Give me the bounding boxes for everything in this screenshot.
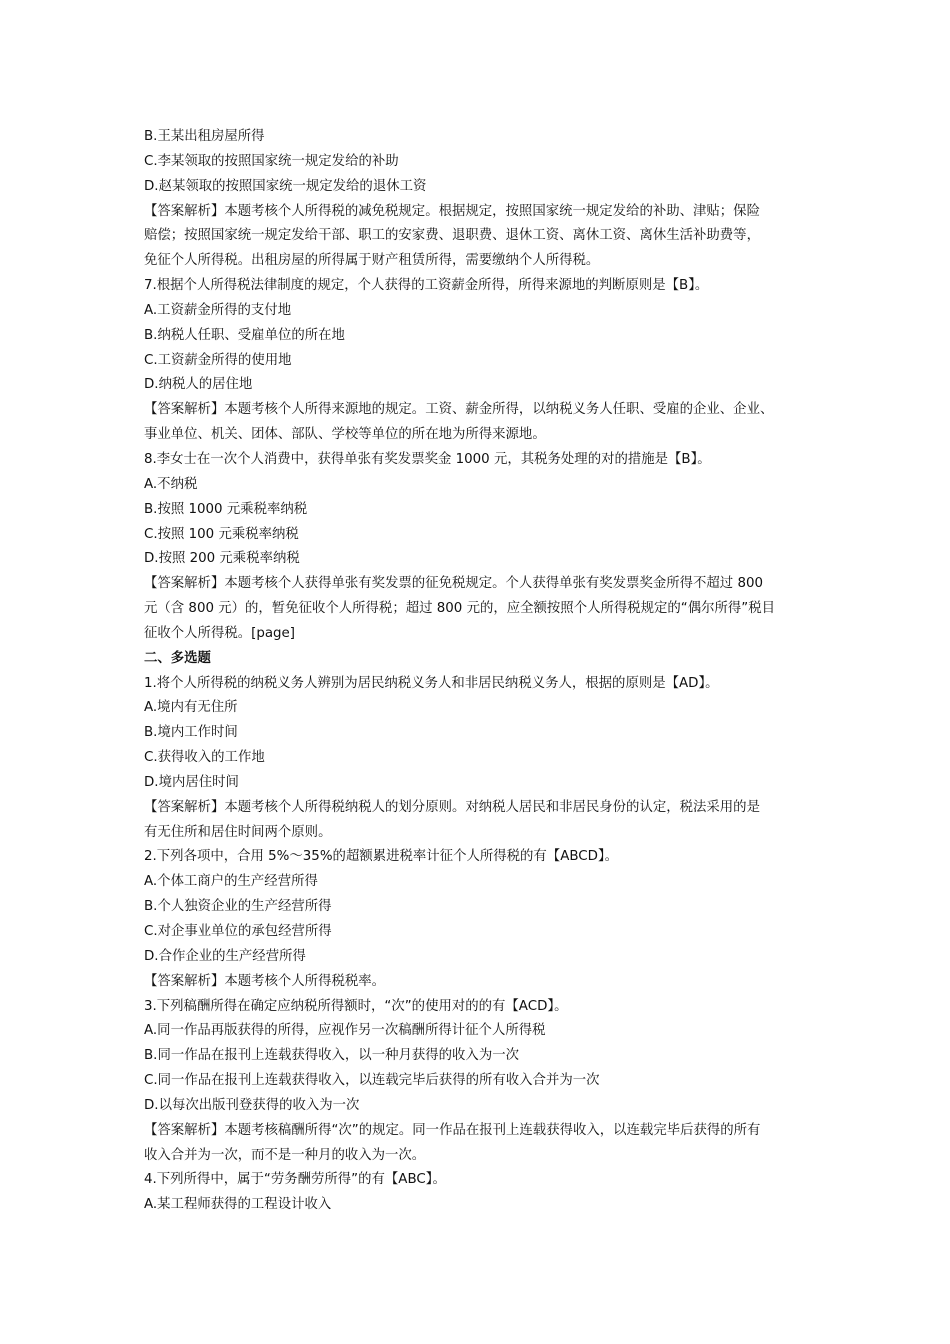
- answer-analysis-line: 收入合并为一次，而不是一种月的收入为一次。: [144, 1147, 426, 1163]
- option-line: D.纳税人的居住地: [144, 377, 253, 393]
- answer-analysis-line: 赔偿；按照国家统一规定发给干部、职工的安家费、退职费、退休工资、离休工资、离休生活补助费等，: [144, 228, 760, 244]
- option-line: B.同一作品在报刊上连载获得收入，以一种月获得的收入为一次: [144, 1048, 519, 1064]
- option-line: B.纳税人任职、受雇单位的所在地: [144, 327, 345, 343]
- option-line: C.按照 100 元乘税率纳税: [144, 526, 299, 542]
- question-line: 4.下列所得中，属于“劳务酬劳所得”的有【ABC】。: [144, 1172, 446, 1188]
- option-line: A.不纳税: [144, 476, 198, 492]
- question-line: 1.将个人所得税的纳税义务人辨别为居民纳税义务人和非居民纳税义务人，根据的原则是【AD】。: [144, 675, 719, 691]
- option-line: A.工资薪金所得的支付地: [144, 302, 292, 318]
- answer-analysis-line: 【答案解析】本题考核个人所得税的减免税规定。根据规定，按照国家统一规定发给的补助、津贴；保险: [144, 203, 760, 219]
- answer-analysis-line: 【答案解析】本题考核个人所得来源地的规定。工资、薪金所得，以纳税义务人任职、受雇的企业、企业、: [144, 402, 774, 418]
- answer-analysis-line: 【答案解析】本题考核个人获得单张有奖发票的征免税规定。个人获得单张有奖发票奖金所得不超过 800: [144, 576, 763, 592]
- answer-analysis-line: 有无住所和居住时间两个原则。: [144, 824, 332, 840]
- answer-analysis-line: 【答案解析】本题考核稿酬所得“次”的规定。同一作品在报刊上连载获得收入，以连载完毕后获得的所有: [144, 1122, 761, 1138]
- question-line: 3.下列稿酬所得在确定应纳税所得额时，“次”的使用对的的有【ACD】。: [144, 998, 568, 1014]
- option-line: D.合作企业的生产经营所得: [144, 948, 306, 964]
- option-line: D.赵某领取的按照国家统一规定发给的退休工资: [144, 178, 427, 194]
- option-line: A.同一作品再版获得的所得，应视作另一次稿酬所得计征个人所得税: [144, 1023, 546, 1039]
- option-line: C.李某领取的按照国家统一规定发给的补助: [144, 153, 399, 169]
- question-line: 2.下列各项中，合用 5%～35%的超额累进税率计征个人所得税的有【ABCD】。: [144, 849, 619, 865]
- option-line: A.某工程师获得的工程设计收入: [144, 1197, 332, 1213]
- option-line: D.境内居住时间: [144, 774, 239, 790]
- option-line: B.境内工作时间: [144, 725, 238, 741]
- answer-analysis-line: 免征个人所得税。出租房屋的所得属于财产租赁所得，需要缴纳个人所得税。: [144, 253, 600, 269]
- option-line: C.获得收入的工作地: [144, 750, 265, 766]
- option-line: C.工资薪金所得的使用地: [144, 352, 292, 368]
- option-line: C.对企事业单位的承包经营所得: [144, 924, 332, 939]
- option-line: B.王某出租房屋所得: [144, 129, 265, 144]
- question-line: 8.李女士在一次个人消费中，获得单张有奖发票奖金 1000 元，其税务处理的对的措施是【B】。: [144, 451, 711, 467]
- option-line: B.按照 1000 元乘税率纳税: [144, 501, 308, 517]
- option-line: D.按照 200 元乘税率纳税: [144, 551, 300, 567]
- question-line: 7.根据个人所得税法律制度的规定，个人获得的工资薪金所得，所得来源地的判断原则是【B】。: [144, 278, 709, 294]
- document-page: [144, 125, 824, 1218]
- option-line: D.以每次出版刊登获得的收入为一次: [144, 1097, 360, 1113]
- answer-analysis-line: 【答案解析】本题考核个人所得税纳税人的划分原则。对纳税人居民和非居民身份的认定，税法采用的是: [144, 799, 760, 815]
- option-line: A.个体工商户的生产经营所得: [144, 874, 318, 890]
- option-line: A.境内有无住所: [144, 700, 238, 716]
- answer-analysis-line: 【答案解析】本题考核个人所得税税率。: [144, 973, 386, 989]
- answer-analysis-line: 元（含 800 元）的，暂免征收个人所得税；超过 800 元的，应全额按照个人所得税规定的“偶尔所得”税目: [144, 601, 776, 617]
- section-heading: 二、多选题: [144, 650, 211, 666]
- option-line: C.同一作品在报刊上连载获得收入，以连载完毕后获得的所有收入合并为一次: [144, 1073, 600, 1089]
- option-line: B.个人独资企业的生产经营所得: [144, 899, 332, 915]
- answer-analysis-line: 事业单位、机关、团体、部队、学校等单位的所在地为所得来源地。: [144, 427, 546, 443]
- answer-analysis-line: 征收个人所得税。[page]: [144, 625, 296, 641]
